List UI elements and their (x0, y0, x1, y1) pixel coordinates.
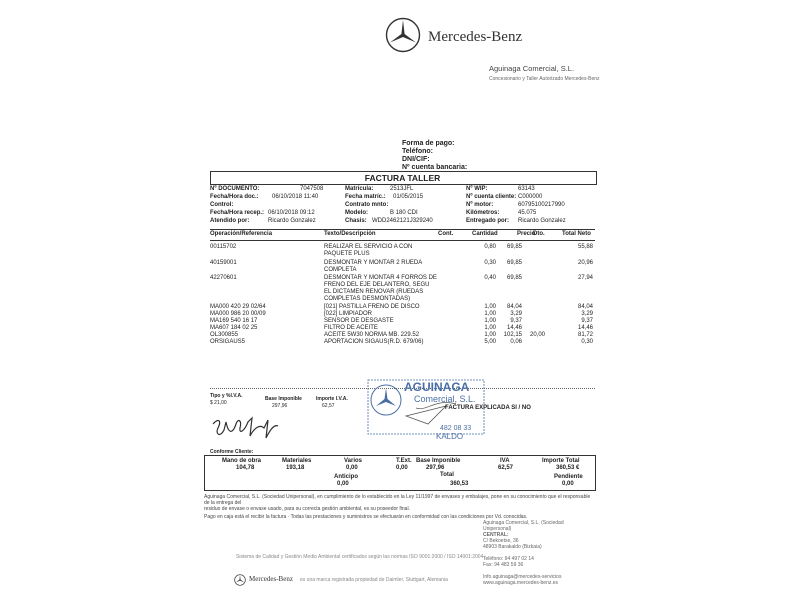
table-row: 42270601 DESMONTAR Y MONTAR 4 FORROS DE 0,40 69,85 27,94 (210, 275, 593, 281)
table-row: PAQUETE PLUS (324, 251, 370, 257)
wip-label: Nº WIP: (466, 186, 488, 192)
misc-label: Varios (344, 458, 363, 464)
forma-pago-label: Forma de pago: (402, 140, 455, 147)
iva-label: IVA (500, 458, 510, 464)
grand-total-value: 360,53 € (556, 465, 580, 471)
materials-label: Materiales (282, 458, 312, 464)
wip: 63143 (518, 186, 535, 192)
client-signature (208, 410, 298, 444)
address-line: Unipersonal) (483, 526, 512, 532)
km-label: Kilómetros: (466, 210, 500, 216)
tax-type-label: Tipo y %I.V.A. (210, 393, 243, 399)
address-line: Aguinaga Comercial, S.L. (Sociedad (483, 520, 564, 526)
table-row: 00115702 REALIZAR EL SERVICIO A CON 0,80 69,85 55,88 (210, 244, 593, 250)
conforme-label: Conforme Cliente: (210, 449, 254, 455)
table-row: MA169 540 16 17 SENSOR DE DESGASTE 1,00 9,37 9,37 (210, 318, 593, 324)
totals-content (204, 458, 594, 490)
invoice-info-left (210, 186, 330, 226)
pending-label: Pendiente (554, 474, 583, 480)
engine: 60795100217990 (518, 202, 565, 208)
stamp-phone: 482 08 33 (440, 425, 472, 432)
stamp-name: AGUINAGA (404, 380, 470, 394)
tax-base-label: Base Imponible (265, 396, 302, 402)
plate-label: Matrícula: (345, 186, 374, 192)
footer-brand: Mercedes-Benz (249, 575, 293, 583)
table-row: MA607 184 02 25 FILTRO DE ACEITE 1,00 14,46 14,46 (210, 325, 593, 331)
col-qty: Cantidad (472, 231, 498, 237)
model: B 180 CDI (390, 210, 418, 216)
col-cont: Cont. (438, 231, 454, 237)
doc-number: 7047508 (300, 186, 324, 192)
address-line: www.aguinaga.mercedes-benz.es (483, 580, 559, 586)
plate-date: 01/05/2015 (393, 194, 424, 200)
invoice-info-right (466, 186, 596, 226)
table-row: EL DICTAMEN RENOVAR (RUEDAS (324, 289, 424, 295)
table-row: MA000 986 20 00/09 [022] LIMPIADOR 1,00 3,29 3,29 (210, 311, 593, 317)
table-row: COMPLETAS DESMONTADAS) (324, 296, 411, 302)
footer-star-logo (234, 573, 246, 585)
table-row: 40159001 DESMONTAR Y MONTAR 2 RUEDA 0,30 69,85 20,96 (210, 260, 593, 266)
table-header-rule-top (210, 229, 595, 230)
grand-total-label: Importe Total (542, 458, 580, 464)
cuenta-label: Nº cuenta bancaria: (402, 164, 468, 171)
dni-label: DNI/CIF: (402, 156, 430, 163)
attended-by-label: Atendido por: (210, 218, 250, 224)
client-account-label: Nº cuenta cliente: (466, 194, 517, 200)
legal-line-2: residuo de envase o envase usado, para su correcta gestión ambiental, es su poseedor final. (204, 506, 410, 512)
invoice-title: FACTURA TALLER (364, 173, 441, 183)
legal-line-3: Pago en caja está el recibir la factura · Todas las prestaciones y suministros se efectuarán en conformidad con las condiciones por Vd. conocidas. (204, 514, 528, 520)
attended-by: Ricardo Gonzalez (268, 218, 316, 224)
materials-value: 193,18 (286, 465, 305, 471)
payment-block (402, 140, 467, 172)
legal-text (204, 494, 596, 520)
chassis-label: Chasis: (345, 218, 367, 224)
doc-date: 06/10/2018 11:40 (272, 194, 319, 200)
address-line: 48903 Barakaldo (Bizkaia) (483, 544, 542, 550)
tax-iva: 62,57 (322, 403, 335, 409)
table-header-rule-bottom (210, 240, 595, 241)
advance-value: 0,00 (337, 481, 349, 487)
legal-line-1: Aguinaga Comercial, S.L. (Sociedad Unipersonal), en cumplimiento de lo establecido en la Ley 11/1997 de envases y embalajes, pone en su conocimiento que el responsable de la entrega del (204, 494, 591, 506)
address-line: CENTRAL: (483, 532, 509, 538)
tax-type: $ 21,00 (210, 400, 227, 406)
ext-value: 0,00 (396, 465, 408, 471)
col-desc: Texto/Descripción (324, 231, 376, 237)
ext-label: T.Ext. (396, 458, 412, 464)
col-price: Precio (517, 231, 536, 237)
table-row: FRENO DEL EJE DELANTERO, SEGU (324, 282, 430, 288)
doc-number-label: Nº DOCUMENTO: (210, 186, 260, 192)
misc-value: 0,00 (346, 465, 358, 471)
table-row: COMPLETA (324, 267, 357, 273)
dealer-name: Aguinaga Comercial, S.L. (489, 64, 575, 73)
address-line: Fax: 94 483 59 36 (483, 562, 524, 568)
engine-label: Nº motor: (466, 202, 494, 208)
dealer-subtitle: Concesionario y Taller Autorizado Mercedes-Benz (489, 76, 600, 82)
stamp-company: Comercial, S.L. (414, 394, 476, 404)
pending-value: 0,00 (562, 481, 574, 487)
model-label: Modelo: (345, 210, 368, 216)
iva-value: 62,57 (498, 465, 514, 471)
stamp-city: KALDO (436, 432, 464, 441)
total-value: 360,53 (450, 481, 469, 487)
col-ref: Operación/Referencia (210, 231, 273, 237)
advance-label: Anticipo (334, 474, 358, 480)
delivered-by: Ricardo Gonzalez (518, 218, 566, 224)
quality-note: Sistema de Calidad y Gestión Medio Ambiental certificados según las normas ISO 9001:2000 / ISO 14001:2004 (236, 554, 484, 560)
reception-date-label: Fecha/Hora recep.: (210, 210, 265, 216)
address-line: Info.aguinaga@mercedes-servicios (483, 574, 562, 580)
labor-value: 104,78 (236, 465, 255, 471)
plate-date-label: Fecha matríc.: (345, 194, 386, 200)
table-row: OL300855 ACEITE 5W30 NORMA MB. 229.52 1,00 102,15 20,00 81,72 (210, 332, 593, 338)
table-row: ORSIGAUS5 APORTACION SIGAUS(R.D. 679/06) 5,00 0,06 0,30 (210, 339, 593, 345)
km: 45.075 (518, 210, 537, 216)
footer-trademark: es una marca registrada propiedad de Daimler, Stuttgart, Alemania (300, 577, 448, 583)
plate: 2513JFL (390, 186, 414, 192)
invoice-info-middle (345, 186, 465, 226)
address-line: C/ Bekoetxe, 36 (483, 538, 519, 544)
col-total: Total Neto (562, 231, 591, 237)
reception-date: 06/10/2018 09:12 (268, 210, 315, 216)
factura-explicada: FACTURA EXPLICADA SI / NO (445, 405, 531, 411)
col-dto: Dto. (533, 231, 545, 237)
mercedes-star-small-icon (234, 574, 246, 586)
total-label: Total (440, 472, 454, 478)
table-header (210, 231, 595, 239)
mercedes-star-icon (385, 17, 421, 53)
brand-wordmark: Mercedes-Benz (428, 29, 523, 45)
labor-label: Mano de obra (222, 458, 262, 464)
chassis: WDD2462121J329240 (372, 218, 433, 224)
tax-base: 297,96 (272, 403, 288, 409)
client-account: C000000 (518, 194, 543, 200)
delivered-by-label: Entregado por: (466, 218, 509, 224)
base-label: Base Imponible (416, 458, 461, 464)
footer-address (483, 520, 598, 586)
tax-iva-label: Importe I.V.A. (316, 396, 348, 402)
mercedes-star-logo (385, 17, 421, 53)
telefono-label: Teléfono: (402, 148, 433, 155)
table-body (210, 244, 595, 354)
doc-date-label: Fecha/Hora doc.: (210, 194, 259, 200)
control-label: Control: (210, 202, 234, 208)
base-value: 297,96 (426, 465, 445, 471)
address-line: Teléfono: 94 497 02 14 (483, 556, 534, 562)
contract-label: Contrato mnto: (345, 202, 389, 208)
table-row: MA000 420 29 02/64 [021] PASTILLA FRENO DE DISCO 1,00 84,04 84,04 (210, 304, 593, 310)
signature-icon (208, 410, 298, 444)
